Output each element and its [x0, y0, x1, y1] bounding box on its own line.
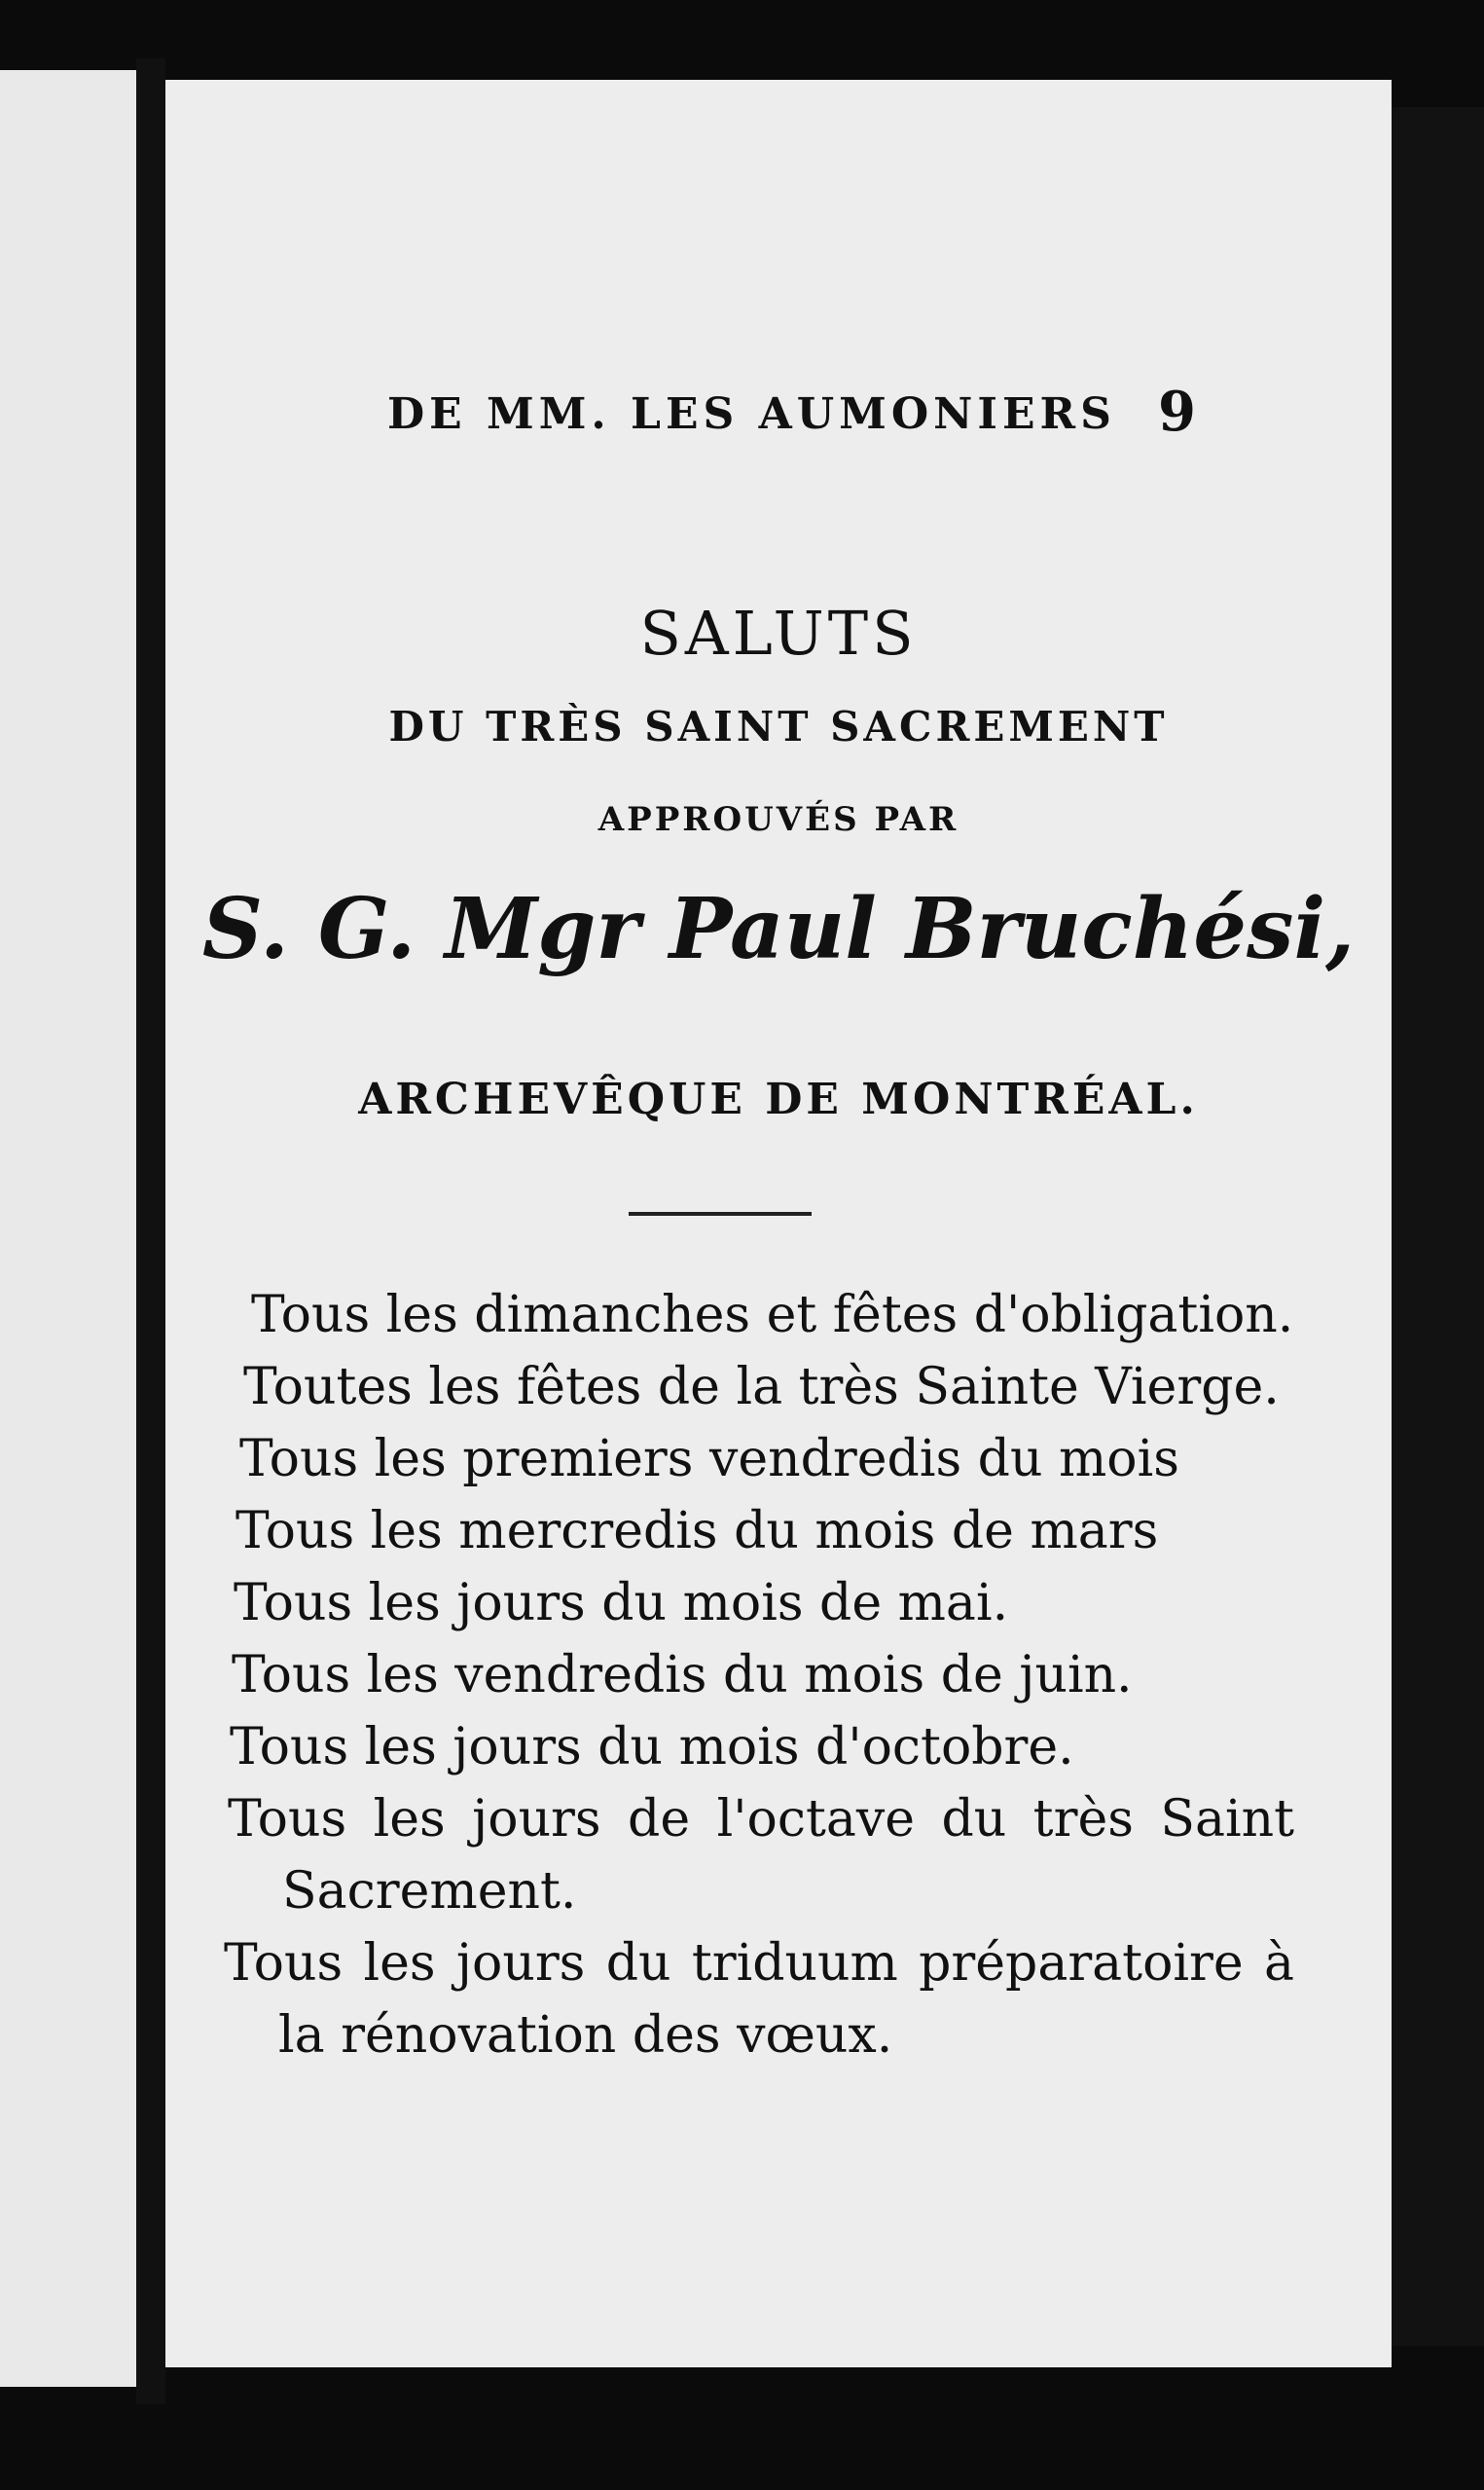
- facing-page-edge: [0, 70, 140, 2387]
- book-page: [165, 80, 1392, 2367]
- schedule-list: [224, 1279, 1294, 2071]
- approval-line: APPROUVÉS PAR: [597, 800, 959, 839]
- schedule-item: Tous les jours du triduum préparatoire à la rénovation des vœux.: [224, 1934, 1294, 2065]
- signatory-office: ARCHEVÊQUE DE MONTRÉAL.: [358, 1075, 1199, 1124]
- schedule-item: Tous les jours du mois d'octobre.: [230, 1718, 1074, 1776]
- schedule-item: Tous les dimanches et fêtes d'obligation.: [251, 1286, 1294, 1344]
- schedule-item: Tous les jours du mois de mai.: [234, 1574, 1009, 1632]
- divider-rule: [629, 1212, 812, 1216]
- schedule-item: Tous les premiers vendredis du mois: [239, 1430, 1179, 1488]
- signatory-name: S. G. Mgr Paul Bruchési,: [201, 880, 1356, 978]
- book-gutter: [136, 58, 165, 2404]
- schedule-item: Toutes les fêtes de la très Sainte Vierge.: [243, 1358, 1280, 1416]
- running-head: DE MM. LES AUMONIERS: [387, 389, 1116, 439]
- schedule-item: Tous les vendredis du mois de juin.: [232, 1646, 1133, 1704]
- schedule-item: Tous les jours de l'octave du très Saint Sacrement.: [228, 1790, 1294, 1921]
- section-subtitle: DU TRÈS SAINT SACREMENT: [388, 703, 1169, 751]
- schedule-item: Tous les mercredis du mois de mars: [235, 1502, 1159, 1560]
- page-number: 9: [1158, 380, 1196, 444]
- section-title: SALUTS: [639, 598, 918, 669]
- page-edge-shadow: [1392, 107, 1484, 2346]
